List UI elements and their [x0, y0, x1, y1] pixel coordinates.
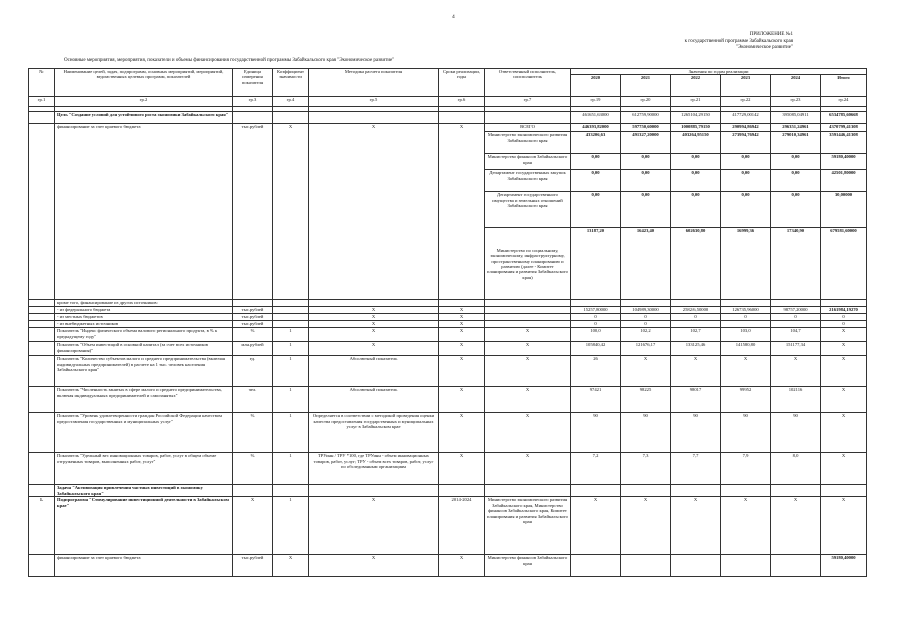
subprogram-name: Подпрограмма "Стимулирование инвестиционной деятельности в Забайкальском крае" [55, 497, 233, 555]
document-title: Основные мероприятия, мероприятия, показатели и объемы финансирования государственной программы Забайкальского края "Экономическое развитие" [64, 58, 395, 63]
subprogram-value: X [821, 497, 867, 555]
header-year-2021: 2021 [621, 75, 671, 97]
colnum: гр.5 [309, 97, 439, 107]
indicator-value: X [821, 356, 867, 387]
header-year-2020: 2020 [571, 75, 621, 97]
source-method: X [309, 307, 439, 314]
source-value [721, 321, 771, 328]
fin-value: 0,00 [621, 170, 671, 192]
indicator-name: Показатель "Удельный вес инновационных товаров, работ, услуг в общем объеме отгруженных товаров, выполненных работ, услуг" [55, 453, 233, 485]
fin-value: 16423,40 [621, 228, 671, 300]
fin-value: 30,00000 [821, 192, 867, 228]
header-num: № [29, 69, 55, 97]
indicator-executor: X [485, 342, 571, 356]
fin-regional-method: X [309, 124, 439, 300]
indicator-value: X [821, 453, 867, 485]
subprogram-num: 1. [29, 497, 55, 555]
appendix-line-2: к государственной программе Забайкальского края [684, 38, 793, 44]
indicator-name: Показатель "Количество субъектов малого и среднего предпринимательства (включая индивидуальных предпринимателей) в расчете на 1 тыс. человек населения Забайкальского края" [55, 356, 233, 387]
header-year-2024: 2024 [771, 75, 821, 97]
fin-value: 679581,60000 [821, 228, 867, 300]
indicator-value: X [821, 328, 867, 342]
indicator-coef: 1 [273, 453, 309, 485]
fin-value: 491327,20000 [621, 132, 671, 154]
indicator-value: 102,7 [671, 328, 721, 342]
fin-regional-coef: X [273, 124, 309, 300]
indicator-coef: 1 [273, 328, 309, 342]
source-name: - из местных бюджетов [55, 314, 233, 321]
source-terms: X [439, 314, 485, 321]
indicator-value: 8,0 [771, 453, 821, 485]
fin-value: 296351,24961 [771, 124, 821, 132]
source-method: X [309, 314, 439, 321]
indicator-executor: X [485, 356, 571, 387]
appendix-header [593, 32, 793, 52]
fin-value: 0,00 [621, 192, 671, 228]
indicator-executor: X [485, 387, 571, 413]
source-value: 0 [571, 321, 621, 328]
indicator-value: X [821, 342, 867, 356]
indicator-name: Показатель "Объем инвестиций в основной капитал (за счет всех источников финансирования)" [55, 342, 233, 356]
indicator-terms: X [439, 328, 485, 342]
indicator-terms: X [439, 387, 485, 413]
indicator-coef: 1 [273, 342, 309, 356]
goal-total: 6534785,60668 [821, 112, 867, 124]
subprogram-value: X [621, 497, 671, 555]
subprogram-coef: 1 [273, 497, 309, 555]
source-terms: X [439, 321, 485, 328]
last-fin-unit: тыс.рублей [233, 555, 273, 577]
goal-value-2020: 461651,63000 [571, 112, 621, 124]
fin-value: 0,00 [571, 170, 621, 192]
subprogram-unit: X [233, 497, 273, 555]
fin-value: 446393,82000 [571, 124, 621, 132]
indicator-unit: млн.рублей [233, 342, 273, 356]
colnum: гр.22 [721, 97, 771, 107]
other-sources-row [29, 300, 867, 307]
source-value: 0 [621, 314, 671, 321]
indicator-method: ТРУинн / ТРУ *100, где ТРУинн - объем инновационных товаров, работ, услуг; ТРУ - объем всех товаров, работ, услуг по обследованным организациям [309, 453, 439, 485]
fin-value: 0,00 [671, 170, 721, 192]
indicator-value: X [771, 356, 821, 387]
last-fin-terms: X [439, 555, 485, 577]
indicator-value: 90 [671, 413, 721, 453]
fin-executor: Департамент государственного имущества и земельных отношений Забайкальского края [485, 192, 571, 228]
indicator-value: 7,2 [571, 453, 621, 485]
source-unit: тыс.рублей [233, 321, 273, 328]
colnum: гр.20 [621, 97, 671, 107]
source-name: - из федерального бюджета [55, 307, 233, 314]
header-total: Итого [821, 75, 867, 97]
indicator-method: X [309, 342, 439, 356]
subprogram-value: X [721, 497, 771, 555]
source-unit: тыс.рублей [233, 314, 273, 321]
fin-value: 59180,40000 [821, 154, 867, 170]
goal-value-2021: 612759,90000 [621, 112, 671, 124]
indicator-value: 121676,17 [621, 342, 671, 356]
source-terms: X [439, 307, 485, 314]
indicator-executor: X [485, 328, 571, 342]
source-value: 0 [821, 321, 867, 328]
indicator-row [29, 387, 867, 413]
indicator-row [29, 356, 867, 387]
indicator-value: X [721, 356, 771, 387]
fin-value: 0,00 [671, 154, 721, 170]
colnum: гр.21 [671, 97, 721, 107]
indicator-value: 103,0 [721, 328, 771, 342]
fin-value: 0,00 [571, 154, 621, 170]
appendix-line-3: "Экономическое развитие" [735, 45, 793, 51]
indicator-terms: X [439, 356, 485, 387]
subprogram-value: X [771, 497, 821, 555]
indicator-coef: 1 [273, 356, 309, 387]
indicator-value: 151177,34 [771, 342, 821, 356]
goal-value-2023: 417729,00142 [721, 112, 771, 124]
colnum: гр.24 [821, 97, 867, 107]
indicator-value: 99952 [721, 387, 771, 413]
source-unit: тыс.рублей [233, 307, 273, 314]
goal-name: Цель "Создание условий для устойчивого роста экономики Забайкальского края" [55, 112, 233, 124]
fin-value: 597750,60000 [621, 124, 671, 132]
fin-value: 3591446,41308 [821, 132, 867, 154]
indicator-name: Показатель "Индекс физического объема валового регионального продукта, в % к предыдущему году" [55, 328, 233, 342]
indicator-value: X [621, 356, 671, 387]
subprogram-row [29, 497, 867, 555]
source-row [29, 307, 867, 314]
fin-regional-unit: тыс.рублей [233, 124, 273, 300]
last-fin-row [29, 555, 867, 577]
colnum: гр.4 [273, 97, 309, 107]
indicator-executor: X [485, 413, 571, 453]
fin-value: 42501,80000 [821, 170, 867, 192]
indicator-value: X [821, 387, 867, 413]
last-fin-coef: X [273, 555, 309, 577]
indicator-unit: % [233, 413, 273, 453]
source-method: X [309, 321, 439, 328]
indicator-coef: 1 [273, 413, 309, 453]
indicator-value: X [821, 413, 867, 453]
fin-value: 0,00 [771, 170, 821, 192]
indicator-row [29, 328, 867, 342]
fin-value: 0,00 [721, 192, 771, 228]
fin-value: 0,00 [721, 154, 771, 170]
fin-regional-name: финансирование за счет краевого бюджета [55, 124, 233, 300]
indicator-value: 7,9 [721, 453, 771, 485]
subprogram-value: X [571, 497, 621, 555]
other-sources-label: кроме того, финансирование из других источников: [55, 300, 233, 307]
indicator-unit: чел. [233, 387, 273, 413]
indicator-value: 90 [771, 413, 821, 453]
source-value: 104989,30000 [621, 307, 671, 314]
header-name: Наименование целей, задач, подпрограмм, основных мероприятий, мероприятий, ведомственных целевых программ, показателей [55, 69, 233, 97]
indicator-unit: % [233, 453, 273, 485]
column-numbers-row [29, 97, 867, 107]
last-fin-executor: Министерство финансов Забайкальского края [485, 555, 571, 577]
indicator-value: 133125,46 [671, 342, 721, 356]
indicator-value: 102,2 [621, 328, 671, 342]
source-value: 0 [771, 314, 821, 321]
source-coef [273, 307, 309, 314]
subprogram-method: X [309, 497, 439, 555]
source-name: - из внебюджетных источников [55, 321, 233, 328]
fin-value: 4370799,41308 [821, 124, 867, 132]
indicator-name: Показатель "Уровень удовлетворенности граждан Российской Федерации качеством предоставления государственных и муниципальных услуг" [55, 413, 233, 453]
header-values: Значения по годам реализации [571, 69, 867, 75]
subprogram-value: X [671, 497, 721, 555]
fin-value: 0,00 [671, 192, 721, 228]
last-fin-name: финансирование за счет краевого бюджета [55, 555, 233, 577]
indicator-value: 102116 [771, 387, 821, 413]
indicator-method: Определяется в соответствии с методикой проведения оценки качества предоставления государственных и муниципальных услуг в Забайкальском крае [309, 413, 439, 453]
fin-value: 403264,95150 [671, 132, 721, 154]
indicator-row [29, 342, 867, 356]
indicator-value: 90 [571, 413, 621, 453]
page-number: 4 [452, 14, 455, 20]
subprogram-terms: 2014-2024 [439, 497, 485, 555]
fin-value: 279010,34961 [771, 132, 821, 154]
fin-value: 433206,63 [571, 132, 621, 154]
colnum: гр.23 [771, 97, 821, 107]
fin-value: 0,00 [771, 192, 821, 228]
task-row [29, 485, 867, 497]
source-value: 0 [721, 314, 771, 321]
fin-value: 602630,80 [671, 228, 721, 300]
source-value [771, 321, 821, 328]
indicator-value: 90 [721, 413, 771, 453]
program-table [28, 68, 867, 577]
last-fin-total: 59180,40000 [821, 555, 867, 577]
fin-executor: Министерство по социальному, экономическому, инфраструктурному, пространственному планированию и развитию (далее - Комитет планирования и развития Забайкальского края) [485, 228, 571, 300]
header-executor: Ответственный исполнитель, соисполнитель [485, 69, 571, 97]
header-method: Методика расчета показателя [309, 69, 439, 97]
header-year-2022: 2022 [671, 75, 721, 97]
colnum: гр.1 [29, 97, 55, 107]
indicator-value: 97421 [571, 387, 621, 413]
indicator-value: 100,0 [571, 328, 621, 342]
goal-row [29, 112, 867, 124]
fin-executor: ВСЕГО [485, 124, 571, 132]
source-value: 2582/6,50000 [671, 307, 721, 314]
indicator-value: 98017 [671, 387, 721, 413]
header-terms: Сроки реализации, годы [439, 69, 485, 97]
fin-executor: Министерство экономического развития Забайкальского края [485, 132, 571, 154]
fin-value: 273994,76942 [721, 132, 771, 154]
source-value: 126735,96000 [721, 307, 771, 314]
fin-regional-terms: X [439, 124, 485, 300]
indicator-name: Показатель "Численность занятых в сфере малого и среднего предпринимательства, включая индивидуальных предпринимателей и самозанятых" [55, 387, 233, 413]
source-row [29, 314, 867, 321]
header-unit: Единица измерения показателя [233, 69, 273, 97]
indicator-unit: % [233, 328, 273, 342]
indicator-value: 141580,80 [721, 342, 771, 356]
source-row [29, 321, 867, 328]
indicator-method: Абсолютный показатель [309, 387, 439, 413]
fin-executor: Департамент государственных закупок Забайкальского края [485, 170, 571, 192]
colnum: гр.6 [439, 97, 485, 107]
indicator-value: 104,7 [771, 328, 821, 342]
source-value: 2161984,19270 [821, 307, 867, 314]
indicator-unit: ед. [233, 356, 273, 387]
header-row-1 [29, 69, 867, 75]
indicator-value: 7,7 [671, 453, 721, 485]
fin-value: 0,00 [771, 154, 821, 170]
fin-row-total [29, 124, 867, 132]
indicator-method: X [309, 328, 439, 342]
colnum: гр.7 [485, 97, 571, 107]
fin-value: 16999,36 [721, 228, 771, 300]
goal-value-2024: 395085,04911 [771, 112, 821, 124]
task-name: Задача "Активизация привлечения частных инвестиций в экономику Забайкальского края" [55, 485, 233, 497]
fin-value: 290994,86942 [721, 124, 771, 132]
indicator-terms: X [439, 413, 485, 453]
indicator-terms: X [439, 453, 485, 485]
fin-value: 1000885,79150 [671, 124, 721, 132]
fin-value: 0,00 [721, 170, 771, 192]
source-value: 0 [821, 314, 867, 321]
colnum: гр.2 [55, 97, 233, 107]
fin-value: 13187,20 [571, 228, 621, 300]
source-value: 0 [571, 314, 621, 321]
indicator-row [29, 413, 867, 453]
fin-executor: Министерство финансов Забайкальского края [485, 154, 571, 170]
subprogram-executor: Министерство экономического развития Забайкальского края, Министерство финансов Забайкальского края, Комитет планирования и развития Забайкальского края [485, 497, 571, 555]
colnum: гр.3 [233, 97, 273, 107]
header-coef: Коэффициент значимости [273, 69, 309, 97]
indicator-value: 7,3 [621, 453, 671, 485]
header-year-2023: 2023 [721, 75, 771, 97]
source-value: 0 [621, 321, 671, 328]
source-coef [273, 314, 309, 321]
indicator-value: 105840,42 [571, 342, 621, 356]
source-value [671, 321, 721, 328]
indicator-value: 98225 [621, 387, 671, 413]
indicator-row [29, 453, 867, 485]
indicator-value: 26 [571, 356, 621, 387]
source-coef [273, 321, 309, 328]
appendix-line-1: ПРИЛОЖЕНИЕ №1 [749, 32, 793, 37]
indicator-coef: 1 [273, 387, 309, 413]
indicator-method: Абсолютный показатель [309, 356, 439, 387]
indicator-terms: X [439, 342, 485, 356]
fin-value: 0,00 [571, 192, 621, 228]
indicator-value: 90 [621, 413, 671, 453]
goal-value-2022: 1265104,29150 [671, 112, 721, 124]
source-value: 15257,80000 [571, 307, 621, 314]
source-value: 98757,20000 [771, 307, 821, 314]
colnum: гр.19 [571, 97, 621, 107]
fin-value: 0,00 [621, 154, 671, 170]
indicator-executor: X [485, 453, 571, 485]
last-fin-method: X [309, 555, 439, 577]
source-value: 0 [671, 314, 721, 321]
fin-value: 17340,90 [771, 228, 821, 300]
indicator-value: X [671, 356, 721, 387]
